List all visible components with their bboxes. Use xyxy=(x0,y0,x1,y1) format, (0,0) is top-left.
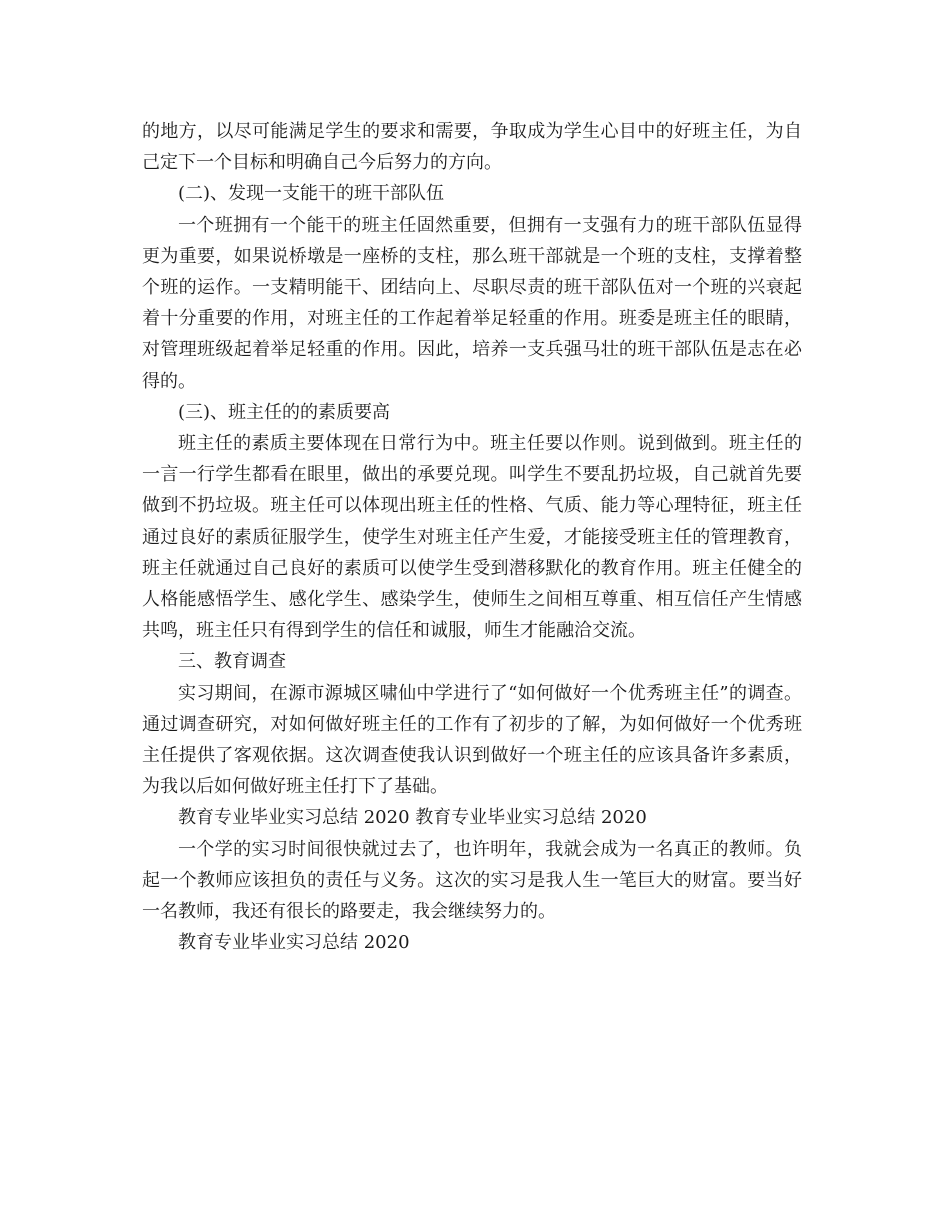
paragraph-1: 的地方，以尽可能满足学生的要求和需要，争取成为学生心目中的好班主任，为自己定下一个目标和明确自己今后努力的方向。 xyxy=(142,121,802,174)
title-line-summary-2: 教育专业毕业实习总结 2020 xyxy=(178,932,410,954)
paragraph-3: 班主任的素质主要体现在日常行为中。班主任要以作则。说到做到。班主任的一言一行学生都看在眼里，做出的承要兑现。叫学生不要乱扔垃圾，自己就首先要做到不扔垃圾。班主任可以体现出班主任的性格、气质、能力等心理特征，班主任通过良好的素质征服学生，使学生对班主任产生爱，才能接受班主任的管理教育，班主任就通过自己良好的素质可以使学生受到潜移默化的教育作用。班主任健全的人格能感悟学生、感化学生、感染学生，使师生之间相互尊重、相互信任产生情感共鸣，班主任只有得到学生的信任和诚服，师生才能融洽交流。 xyxy=(142,433,802,642)
section-heading-3: (三)、班主任的的素质要高 xyxy=(178,401,391,423)
paragraph-5: 一个学的实习时间很快就过去了，也许明年，我就会成为一名真正的教师。负起一个教师应该担负的责任与义务。这次的实习是我人生一笔巨大的财富。要当好一名教师，我还有很长的路要走，我会继续努力的。 xyxy=(142,838,802,923)
title-line-summary: 教育专业毕业实习总结 2020 教育专业毕业实习总结 2020 xyxy=(178,807,647,829)
paragraph-4: 实习期间，在源市源城区啸仙中学进行了“如何做好一个优秀班主任”的调查。通过调查研究，对如何做好班主任的工作有了初步的了解，为如何做好一个优秀班主任提供了客观依据。这次调查使我认识到做好一个班主任的应该具备许多素质，为我以后如何做好班主任打下了基础。 xyxy=(142,682,802,798)
section-heading-2: (二)、发现一支能干的班干部队伍 xyxy=(178,183,445,205)
section-heading-education-survey: 三、教育调查 xyxy=(178,651,286,673)
document-body xyxy=(142,116,802,958)
paragraph-2: 一个班拥有一个能干的班主任固然重要，但拥有一支强有力的班干部队伍显得更为重要，如果说桥墩是一座桥的支柱，那么班干部就是一个班的支柱，支撑着整个班的运作。一支精明能干、团结向上、尽职尽责的班干部队伍对一个班的兴衰起着十分重要的作用，对班主任的工作起着举足轻重的作用。班委是班主任的眼睛，对管理班级起着举足轻重的作用。因此，培养一支兵强马壮的班干部队伍是志在必得的。 xyxy=(142,214,802,392)
